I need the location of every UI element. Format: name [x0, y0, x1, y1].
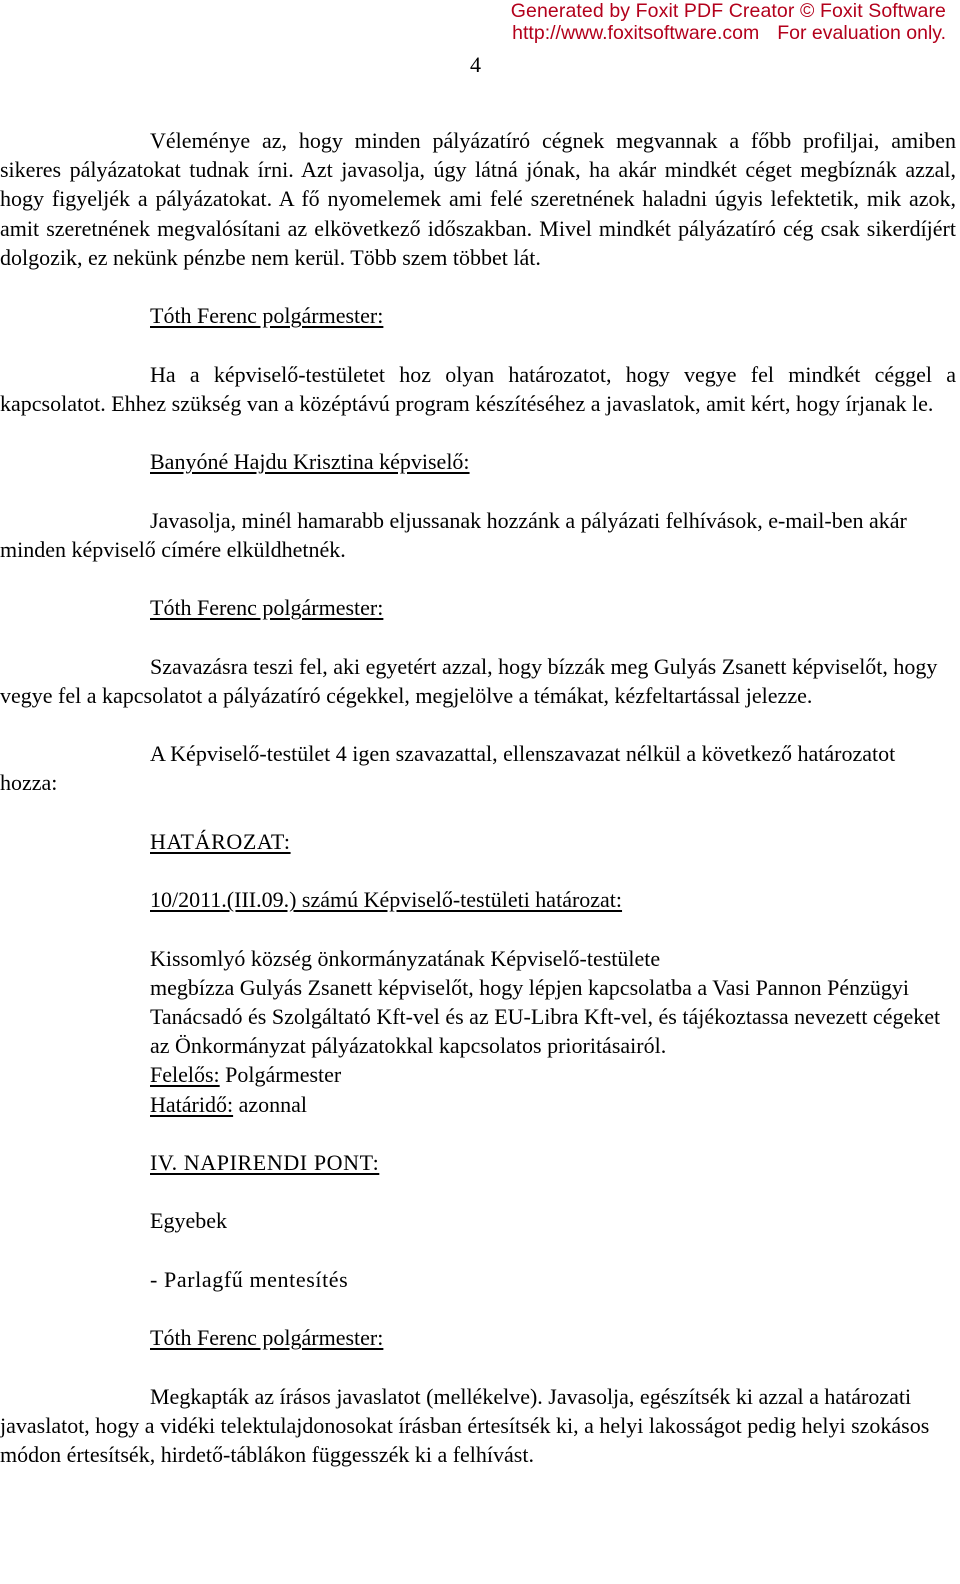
- resolution-body-line1: Kissomlyó község önkormányzatának Képviselő-testülete: [150, 945, 661, 971]
- speaker-name: Tóth Ferenc polgármester:: [150, 1325, 384, 1351]
- watermark-note: For evaluation only.: [777, 22, 946, 44]
- agenda-title: Egyebek: [150, 1208, 227, 1234]
- watermark-line2: [511, 22, 946, 44]
- agenda-subitem: - Parlagfű mentesítés: [150, 1266, 349, 1292]
- paragraph-email-suggestion: Javasolja, minél hamarabb eljussanak hozzánk a pályázati felhívások, e-mail-ben akár minden képviselő címére elküldhetnék.: [0, 507, 907, 562]
- paragraph-mayor-proposal: Ha a képviselő-testületet hoz olyan határozatot, hogy vegye fel mindkét céggel a kapcsolatot. Ehhez szükség van a középtávú program készítéséhez a javaslatok, amit kért, hogy írjanak le.: [0, 361, 956, 416]
- resolution-body: megbízza Gulyás Zsanett képviselőt, hogy lépjen kapcsolatba a Vasi Pannon Pénzügyi Tanácsadó és Szolgáltató Kft-vel és az EU-Libra Kft-vel, és tájékoztassa nevezett cégeket az Önkormányzat pályázatokkal kapcsolatos prioritásairól.: [150, 974, 941, 1059]
- speaker-name: Banyóné Hajdu Krisztina képviselő:: [150, 449, 470, 475]
- agenda-heading: [0, 1148, 956, 1177]
- speaker-label: [0, 301, 956, 330]
- paragraph-ragweed-proposal: Megkapták az írásos javaslatot (mellékelve). Javasolja, egészítsék ki azzal a határozati javaslatot, hogy a vidéki telektulajdonosokat írásban értesítsék ki, a helyi lakosságot pedig helyi szokásos módon értesítsék, hirdető-táblákon függesszék ki a felhívást.: [0, 1383, 930, 1467]
- resolution-number-text: 10/2011.(III.09.) számú Képviselő-testületi határozat:: [150, 887, 623, 913]
- document-body: [0, 126, 956, 1469]
- foxit-watermark: [511, 0, 946, 44]
- speaker-label: [0, 1323, 956, 1352]
- paragraph-vote-result: A Képviselő-testület 4 igen szavazattal, ellenszavazat nélkül a következő határozatot hozza:: [0, 741, 896, 796]
- responsible-value: Polgármester: [219, 1062, 342, 1088]
- resolution-heading: [0, 827, 956, 856]
- speaker-label: [0, 447, 956, 476]
- paragraph-opinion: Véleménye az, hogy minden pályázatíró cégnek megvannak a főbb profiljai, amiben sikeres pályázatokat tudnak írni. Azt javasolja, úgy látná jónak, ha akár mindkét céget megbíznák azzal, hogy figyeljék a pályázatokat. A fő nyomelemek ami felé szeretnének haladni úgyis lefektetik, mik azok, amit szeretnének megvalósítani az elkövetkező időszakban. Mivel mindkét pályázatíró cég csak sikerdíjért dolgozik, ez nekünk pénzbe nem kerül. Több szem többet lát.: [0, 128, 956, 270]
- responsible-label: Felelős:: [150, 1062, 220, 1088]
- speaker-label: [0, 593, 956, 622]
- responsible-row: [0, 1060, 956, 1089]
- speaker-name: Tóth Ferenc polgármester:: [150, 595, 384, 621]
- agenda-heading-text: IV. NAPIRENDI PONT:: [150, 1149, 380, 1175]
- page-number: 4: [470, 52, 481, 77]
- speaker-name: Tóth Ferenc polgármester:: [150, 303, 384, 329]
- resolution-number: [0, 885, 956, 914]
- deadline-label: Határidő:: [150, 1091, 234, 1117]
- paragraph-vote-call: Szavazásra teszi fel, aki egyetért azzal, hogy bízzák meg Gulyás Zsanett képviselőt, hogy vegye fel a kapcsolatot a pályázatíró cégekkel, megjelölve a témákat, kézfeltartással jelezze.: [0, 653, 938, 708]
- watermark-line1: Generated by Foxit PDF Creator © Foxit Software: [510, 0, 946, 22]
- deadline-value: azonnal: [233, 1091, 307, 1117]
- watermark-url: http://www.foxitsoftware.com: [512, 22, 760, 44]
- deadline-row: [0, 1090, 956, 1119]
- resolution-heading-text: HATÁROZAT:: [150, 828, 291, 854]
